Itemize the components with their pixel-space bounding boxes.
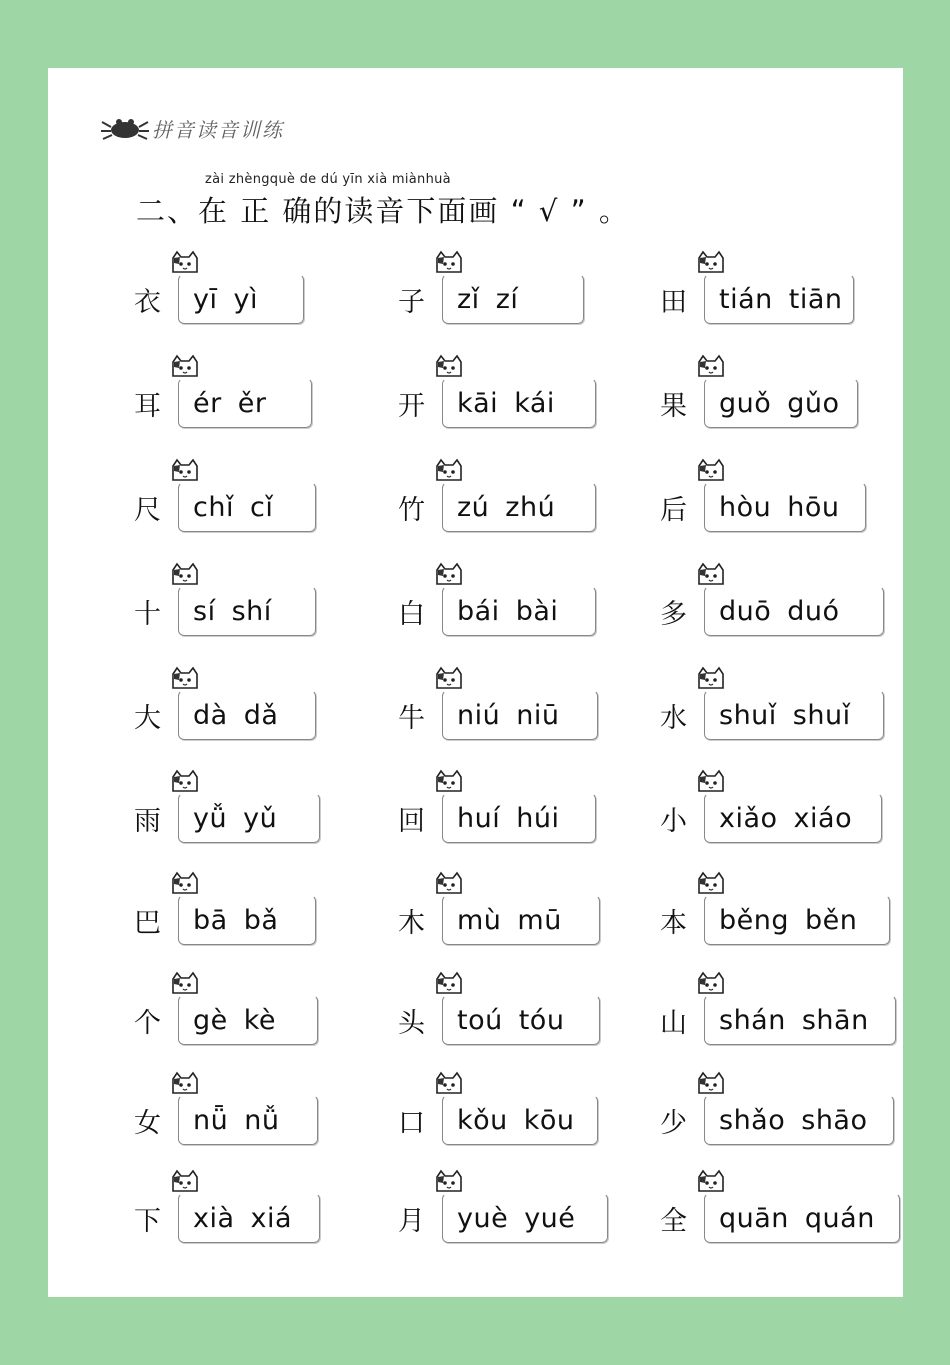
exercise-item	[398, 787, 618, 847]
hanzi-character: 多	[660, 599, 687, 630]
exercise-item	[134, 1187, 354, 1247]
pinyin-options-box	[442, 586, 596, 636]
pinyin-option-1[interactable]: bā	[193, 904, 228, 936]
cat-icon	[170, 354, 200, 378]
pinyin-options-box	[442, 895, 600, 945]
cat-icon	[434, 971, 464, 995]
cat-icon	[170, 971, 200, 995]
exercise-item	[134, 684, 354, 744]
hanzi-character: 女	[134, 1108, 161, 1139]
pinyin-options-box	[704, 995, 896, 1045]
pinyin-option-2[interactable]: húi	[516, 802, 560, 834]
pinyin-options-box	[178, 586, 316, 636]
exercise-item	[134, 580, 354, 640]
exercise-item	[398, 372, 618, 432]
cat-icon	[434, 666, 464, 690]
hanzi-character: 田	[660, 287, 687, 318]
cat-icon	[696, 971, 726, 995]
exercise-item	[660, 787, 880, 847]
pinyin-option-2[interactable]: tóu	[518, 1004, 565, 1036]
exercise-item	[398, 580, 618, 640]
pinyin-option-1[interactable]: nǖ	[193, 1104, 229, 1136]
pinyin-option-1[interactable]: toú	[457, 1004, 503, 1036]
banner-title: 拼音读音训练	[152, 118, 284, 142]
cat-icon	[170, 562, 200, 586]
hanzi-character: 月	[398, 1206, 425, 1237]
pinyin-option-2[interactable]: yì	[233, 283, 258, 315]
instruction-pinyin: zài zhèngquè de dú yīn xià miànhuà	[205, 172, 451, 187]
pinyin-options-box	[704, 1193, 900, 1243]
exercise-item	[398, 1089, 618, 1149]
hanzi-character: 小	[660, 806, 687, 837]
pinyin-options-box	[178, 482, 316, 532]
cat-icon	[170, 1071, 200, 1095]
pinyin-option-1[interactable]: gè	[193, 1004, 228, 1036]
pinyin-option-2[interactable]: yǔ	[243, 802, 278, 834]
pinyin-option-2[interactable]: kái	[514, 387, 555, 419]
pinyin-option-2[interactable]: hōu	[787, 491, 840, 523]
hanzi-character: 全	[660, 1206, 687, 1237]
hanzi-character: 十	[134, 599, 161, 630]
hanzi-character: 山	[660, 1008, 687, 1039]
pinyin-option-1[interactable]: shán	[719, 1004, 786, 1036]
pinyin-option-2[interactable]: zí	[495, 283, 519, 315]
cat-icon	[696, 871, 726, 895]
cat-icon	[170, 458, 200, 482]
exercise-item	[134, 989, 354, 1049]
pinyin-options-box	[442, 274, 584, 324]
hanzi-character: 个	[134, 1008, 161, 1039]
pinyin-option-2[interactable]: cǐ	[249, 491, 274, 523]
pinyin-options-box	[704, 793, 882, 843]
pinyin-options-box	[704, 895, 890, 945]
exercise-item	[660, 989, 880, 1049]
exercise-item	[398, 476, 618, 536]
pinyin-options-box	[178, 793, 320, 843]
pinyin-option-1[interactable]: kǒu	[457, 1104, 508, 1136]
pinyin-option-1[interactable]: shuǐ	[719, 699, 777, 731]
pinyin-option-2[interactable]: bài	[515, 595, 559, 627]
exercise-item	[398, 989, 618, 1049]
pinyin-option-1[interactable]: xiǎo	[719, 802, 778, 834]
hanzi-character: 白	[398, 599, 425, 630]
pinyin-option-2[interactable]: gǔo	[787, 387, 840, 419]
pinyin-options-box	[704, 690, 884, 740]
section-banner	[100, 110, 350, 146]
hanzi-character: 下	[134, 1206, 161, 1237]
pinyin-option-1[interactable]: quān	[719, 1202, 789, 1234]
pinyin-option-2[interactable]: ěr	[237, 387, 267, 419]
pinyin-option-1[interactable]: yǚ	[193, 802, 228, 834]
pinyin-options-box	[704, 1095, 894, 1145]
cat-icon	[696, 769, 726, 793]
pinyin-option-1[interactable]: ér	[193, 387, 222, 419]
pinyin-options-box	[178, 895, 316, 945]
exercise-item	[660, 268, 880, 328]
exercise-item	[398, 889, 618, 949]
pinyin-option-2[interactable]: kè	[243, 1004, 277, 1036]
pinyin-option-1[interactable]: yī	[193, 283, 218, 315]
pinyin-option-2[interactable]: shuǐ	[792, 699, 851, 731]
cat-icon	[696, 354, 726, 378]
exercise-item	[134, 787, 354, 847]
pinyin-options-box	[704, 482, 866, 532]
pinyin-option-2[interactable]: bǎ	[243, 904, 279, 936]
pinyin-option-1[interactable]: bái	[457, 595, 500, 627]
hanzi-character: 衣	[134, 287, 161, 318]
pinyin-option-1[interactable]: zǐ	[457, 283, 480, 315]
pinyin-option-1[interactable]: kāi	[457, 387, 499, 419]
hanzi-character: 木	[398, 908, 425, 939]
hanzi-character: 开	[398, 391, 425, 422]
crab-icon	[100, 112, 150, 142]
cat-icon	[434, 562, 464, 586]
pinyin-option-1[interactable]: sí	[193, 595, 216, 627]
hanzi-character: 少	[660, 1108, 687, 1139]
hanzi-character: 巴	[134, 908, 161, 939]
pinyin-option-1[interactable]: dà	[193, 699, 228, 731]
exercise-item	[660, 1187, 880, 1247]
cat-icon	[170, 666, 200, 690]
pinyin-options-box	[704, 586, 884, 636]
pinyin-options-box	[178, 1095, 318, 1145]
cat-icon	[434, 1071, 464, 1095]
hanzi-character: 耳	[134, 391, 161, 422]
pinyin-options-box	[442, 1193, 608, 1243]
pinyin-option-2[interactable]: shí	[231, 595, 272, 627]
pinyin-options-box	[442, 378, 596, 428]
pinyin-option-2[interactable]: niū	[516, 699, 560, 731]
exercise-item	[660, 476, 880, 536]
pinyin-option-2[interactable]: xiá	[250, 1202, 293, 1234]
pinyin-option-2[interactable]: dǎ	[243, 699, 279, 731]
pinyin-option-1[interactable]: hòu	[719, 491, 772, 523]
cat-icon	[696, 1071, 726, 1095]
pinyin-option-2[interactable]: yué	[524, 1202, 576, 1234]
cat-icon	[434, 250, 464, 274]
exercise-item	[660, 889, 880, 949]
hanzi-character: 本	[660, 908, 687, 939]
exercise-item	[134, 476, 354, 536]
cat-icon	[434, 354, 464, 378]
cat-icon	[434, 458, 464, 482]
pinyin-option-1[interactable]: tián	[719, 283, 773, 315]
pinyin-options-box	[178, 1193, 320, 1243]
hanzi-character: 雨	[134, 806, 161, 837]
pinyin-option-2[interactable]: mū	[517, 904, 562, 936]
hanzi-character: 竹	[398, 495, 425, 526]
pinyin-option-2[interactable]: zhú	[505, 491, 556, 523]
cat-icon	[696, 666, 726, 690]
pinyin-options-box	[704, 378, 858, 428]
pinyin-option-2[interactable]: xiáo	[793, 802, 853, 834]
pinyin-options-box	[442, 793, 596, 843]
cat-icon	[170, 1169, 200, 1193]
pinyin-option-1[interactable]: shǎo	[719, 1104, 786, 1136]
pinyin-option-2[interactable]: quán	[804, 1202, 875, 1234]
pinyin-option-1[interactable]: niú	[457, 699, 501, 731]
hanzi-character: 后	[660, 495, 687, 526]
pinyin-options-box	[178, 995, 318, 1045]
pinyin-option-2[interactable]: tiān	[788, 283, 843, 315]
hanzi-character: 尺	[134, 495, 161, 526]
cat-icon	[434, 769, 464, 793]
pinyin-option-1[interactable]: běng	[719, 904, 790, 936]
pinyin-options-box	[178, 690, 316, 740]
hanzi-character: 子	[398, 287, 425, 318]
cat-icon	[170, 250, 200, 274]
pinyin-option-1[interactable]: guǒ	[719, 387, 772, 419]
pinyin-options-box	[178, 378, 312, 428]
pinyin-option-1[interactable]: mù	[457, 904, 502, 936]
exercise-item	[134, 1089, 354, 1149]
pinyin-option-1[interactable]: zú	[457, 491, 490, 523]
exercise-item	[134, 372, 354, 432]
hanzi-character: 回	[398, 806, 425, 837]
cat-icon	[434, 1169, 464, 1193]
exercise-item	[660, 684, 880, 744]
cat-icon	[696, 458, 726, 482]
hanzi-character: 头	[398, 1008, 425, 1039]
cat-icon	[170, 871, 200, 895]
pinyin-option-1[interactable]: yuè	[457, 1202, 509, 1234]
pinyin-options-box	[178, 274, 304, 324]
exercise-item	[134, 889, 354, 949]
instruction-text: 二、在 正 确的读音下面画 “ √ ” 。	[136, 194, 630, 228]
exercise-item	[398, 684, 618, 744]
exercise-item	[398, 268, 618, 328]
exercise-item	[660, 1089, 880, 1149]
cat-icon	[170, 769, 200, 793]
pinyin-option-2[interactable]: shāo	[801, 1104, 868, 1136]
hanzi-character: 水	[660, 703, 687, 734]
pinyin-options-box	[704, 274, 854, 324]
cat-icon	[696, 562, 726, 586]
cat-icon	[696, 1169, 726, 1193]
exercise-item	[398, 1187, 618, 1247]
hanzi-character: 牛	[398, 703, 425, 734]
pinyin-options-box	[442, 995, 600, 1045]
pinyin-options-box	[442, 690, 598, 740]
hanzi-character: 大	[134, 703, 161, 734]
pinyin-options-box	[442, 482, 596, 532]
exercise-item	[660, 580, 880, 640]
pinyin-option-2[interactable]: běn	[805, 904, 858, 936]
pinyin-options-box	[442, 1095, 598, 1145]
pinyin-option-2[interactable]: shān	[801, 1004, 869, 1036]
pinyin-option-2[interactable]: kōu	[523, 1104, 575, 1136]
pinyin-option-2[interactable]: duó	[787, 595, 840, 627]
cat-icon	[434, 871, 464, 895]
exercise-item	[660, 372, 880, 432]
exercise-item	[134, 268, 354, 328]
pinyin-option-1[interactable]: chǐ	[193, 491, 234, 523]
pinyin-option-1[interactable]: xià	[193, 1202, 235, 1234]
hanzi-character: 果	[660, 391, 687, 422]
pinyin-option-1[interactable]: duō	[719, 595, 772, 627]
hanzi-character: 口	[398, 1108, 425, 1139]
cat-icon	[696, 250, 726, 274]
pinyin-option-1[interactable]: huí	[457, 802, 501, 834]
pinyin-option-2[interactable]: nǚ	[244, 1104, 280, 1136]
